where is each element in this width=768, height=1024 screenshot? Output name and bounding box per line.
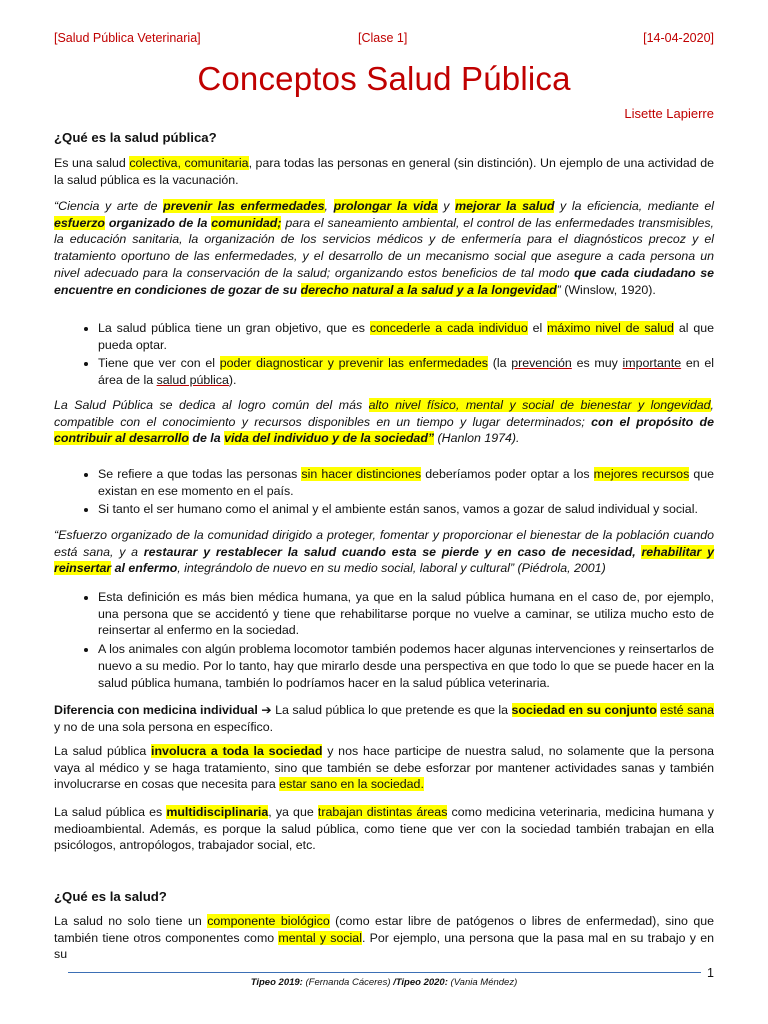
highlight: vida del individuo y de la sociedad” <box>224 431 435 446</box>
highlight: esté sana <box>660 703 714 717</box>
highlight: máximo nivel de salud <box>547 321 674 335</box>
highlight: prevenir las enfermedades <box>163 199 325 213</box>
highlight: poder diagnosticar y prevenir las enfermedades <box>219 356 488 371</box>
text: , compatible con el conocimiento y recursos disponibles en un tiempo y lugar determinados; <box>54 398 714 429</box>
text: La salud pública lo que pretende es que la <box>271 703 512 717</box>
text: Es una salud <box>54 156 130 170</box>
text: el <box>527 321 548 335</box>
text: y no de una sola persona en específico. <box>54 719 274 734</box>
arrow-right-icon: ➔ <box>261 703 272 717</box>
text: , integrándolo de nuevo en su medio social, laboral y cultural” <box>177 561 515 576</box>
quote-piedrola <box>54 527 714 577</box>
text: organizado de la <box>104 215 212 230</box>
text: es muy <box>571 356 623 371</box>
text: de la <box>188 431 225 446</box>
highlight: derecho natural a la salud y a la longevidad <box>300 282 557 297</box>
text: (como estar libre de patógenos o libres de enfermedad), sino que también tiene otros componentes como <box>54 914 714 945</box>
text: y la eficiencia, mediante el <box>554 199 714 213</box>
paragraph-intro <box>54 155 714 188</box>
list-item: • Esta definición es más bien médica humana, ya que en la salud pública humana en el caso de, por ejemplo, una persona que se accidentó y tiene que rehabilitarse porque no vuelve a caminar, se utiliza mucho esto de reinsertar al enfermo en la sociedad. <box>98 589 714 639</box>
text: La salud pública <box>54 744 152 758</box>
list-item <box>98 320 714 353</box>
text: / <box>393 977 396 988</box>
paragraph-involucra <box>54 743 714 793</box>
text: y <box>437 199 456 213</box>
highlight: sociedad en su conjunto <box>511 703 657 717</box>
text: “Ciencia y arte de <box>54 199 164 213</box>
header-course: [Salud Pública Veterinaria] <box>54 31 201 45</box>
highlight: sin hacer distinciones <box>301 467 422 481</box>
text: al enfermo <box>111 561 178 576</box>
highlight: rehabilitar y reinsertar <box>54 544 714 576</box>
list-item: • A los animales con algún problema locomotor también podemos hacer algunas intervenciones y reinsertarlos de nuevo a su medio. Por lo tanto, hay que mirarlo desde una perspectiva en que todo lo que se puede hacer en la salud pública humana, también lo podríamos hacer en la salud pública veterinaria. <box>98 641 714 691</box>
highlight: alto nivel físico, mental y social de bienestar y longevidad <box>368 398 711 412</box>
header-date: [14-04-2020] <box>643 31 714 45</box>
highlight: concederle a cada individuo <box>369 321 528 335</box>
text: como medicina veterinaria, medicina humana y medioambiental. Además, es porque la salud pública, como tiene que ver con la sociedad también trabajan en ella psicólogos, antropólogos, trabajador social, etc. <box>54 805 714 853</box>
paragraph-multidisciplinaria <box>54 804 714 854</box>
underlined-text: prevención <box>511 356 572 371</box>
underlined-text: salud pública <box>156 373 229 388</box>
highlight: mejorar la salud <box>455 199 555 213</box>
highlight: comunidad; <box>211 215 282 230</box>
highlight: estar sano en la sociedad. <box>279 777 424 792</box>
text: al que pueda optar. <box>98 321 715 352</box>
text: , <box>324 199 334 213</box>
citation: (Piédrola, 2001) <box>514 561 606 576</box>
text: La salud pública tiene un gran objetivo, que es <box>98 321 370 335</box>
highlight: prolongar la vida <box>333 199 438 213</box>
text: Diferencia con medicina individual <box>54 703 262 717</box>
text: Si tanto el ser humano como el animal y el ambiente están sanos, vamos a gozar de salud individual y social. <box>98 502 698 517</box>
text: restaurar y restablecer la salud cuando esta se pierde y en caso de necesidad, <box>143 544 642 559</box>
quote-winslow <box>54 198 714 298</box>
quote-hanlon <box>54 397 714 447</box>
text: Se refiere a que todas las personas <box>98 467 302 481</box>
bullet-list-1 <box>54 320 714 391</box>
highlight: contribuir al desarrollo <box>54 431 189 446</box>
list-item <box>98 355 714 388</box>
text: Tiene que ver con el <box>98 356 220 371</box>
section-heading-salud: ¿Qué es la salud? <box>54 889 167 904</box>
bullet-list-3 <box>54 589 714 693</box>
citation: (Winslow, 1920). <box>560 282 656 297</box>
text: Tipeo 2019: <box>250 977 303 988</box>
highlight: mejores recursos <box>593 467 690 481</box>
paragraph-salud <box>54 913 714 963</box>
text: con el propósito de <box>591 414 714 429</box>
text: “Esfuerzo organizado de la comunidad dirigido a proteger, fomentar y proporcionar el bienestar de la población cuando está sana, y a <box>54 528 714 559</box>
text: La salud pública es <box>54 805 167 819</box>
author: Lisette Lapierre <box>624 106 714 121</box>
page-number: 1 <box>707 966 714 980</box>
text: en el área de la <box>98 356 714 388</box>
text: ” <box>556 282 561 297</box>
text: , ya que <box>268 805 318 819</box>
text: ). <box>228 373 237 388</box>
text: , para todas las personas en general (sin distinción). Un ejemplo de una actividad de la salud pública es la vacunación. <box>54 156 714 187</box>
highlight: componente biológico <box>207 914 330 928</box>
text: (Vania Méndez) <box>447 977 518 988</box>
list-item <box>98 501 714 518</box>
bullet-list-2 <box>54 466 714 520</box>
highlight: mental y social <box>278 930 362 945</box>
text: y nos hace participe de nuestra salud, no solamente que la persona vaya al médico y se haga tratamiento, sino que también se debe esforzar por mantener actividades sanas y también involucrarse en cosas que necesita para <box>54 744 715 792</box>
text: La salud no solo tiene un <box>54 914 208 928</box>
text: . Por ejemplo, una persona que la pasa mal en su trabajo y en su <box>54 930 715 962</box>
text: Tipeo 2020: <box>395 977 448 988</box>
footer-rule <box>68 972 701 973</box>
list-item <box>98 466 714 499</box>
page-title: Conceptos Salud Pública <box>197 60 571 97</box>
text: La Salud Pública se dedica al logro común del más <box>54 398 369 412</box>
highlight: involucra a toda la sociedad <box>151 744 323 758</box>
text: que existan en ese momento en el país. <box>98 467 715 498</box>
underlined-text: importante <box>622 356 682 371</box>
text: deberíamos poder optar a los <box>421 467 594 481</box>
section-heading-salud-publica: ¿Qué es la salud pública? <box>54 130 217 145</box>
highlight: trabajan distintas áreas <box>317 805 448 819</box>
citation: (Hanlon 1974). <box>434 431 520 446</box>
paragraph-diferencia <box>54 702 714 735</box>
highlight: colectiva, comunitaria <box>129 156 249 170</box>
highlight: multidisciplinaria <box>166 805 269 819</box>
text: (la <box>487 356 512 371</box>
text: para el saneamiento ambiental, el control de las enfermedades transmisibles, la educación sanitaria, la organización de los servicios médicos y de enfermería para el diagnósticos precoz y el tratamiento oportuno de las enfermedades, y el desarrollo de un mecanismo social que asegure a cada persona un nivel adecuado para la conservación de la salud; organizando estos beneficios de tal modo <box>54 215 714 280</box>
text: que cada ciudadano se encuentre en condiciones de gozar de su <box>54 265 715 297</box>
footer-credits <box>0 977 768 988</box>
header-class: [Clase 1] <box>358 31 408 45</box>
text: (Fernanda Cáceres) <box>302 977 394 988</box>
highlight: esfuerzo <box>54 215 105 230</box>
